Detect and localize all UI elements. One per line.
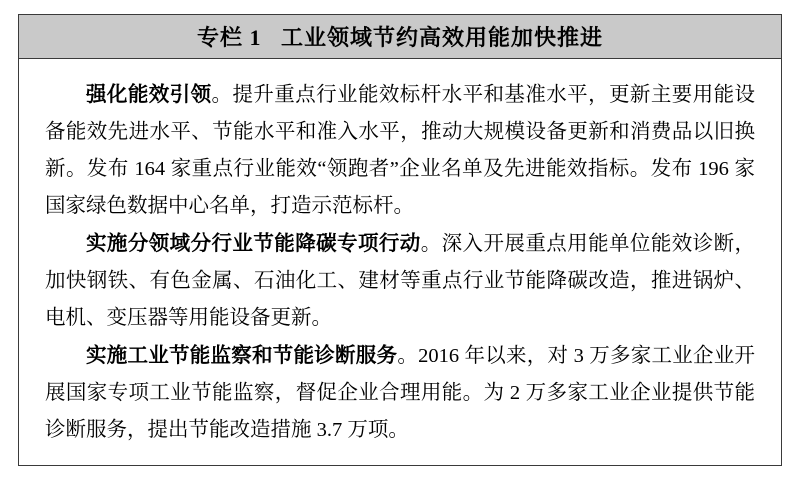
callout-box-header (19, 15, 781, 59)
paragraph (45, 226, 755, 337)
paragraph-lead: 实施分领域分行业节能降碳专项行动 (86, 233, 421, 255)
paragraph-lead: 强化能效引领 (86, 84, 212, 106)
paragraph-text: 。深入开展重点用能单位能效诊断，加快钢铁、有色金属、石油化工、建材等重点行业节能降碳改造，推进锅炉、电机、变压器等用能设备更新。 (45, 233, 756, 329)
paragraph-lead: 实施工业节能监察和节能诊断服务 (86, 345, 398, 367)
callout-box (18, 14, 782, 466)
paragraph-text: 。2016 年以来，对 3 万多家工业企业开展国家专项工业节能监察，督促企业合理用能。为 2 万多家工业企业提供节能诊断服务，提出节能改造措施 3.7 万项。 (45, 345, 756, 441)
callout-box-title: 专栏 1 工业领域节约高效用能加快推进 (196, 25, 603, 50)
paragraph (45, 77, 755, 225)
paragraph-text: 。提升重点行业能效标杆水平和基准水平，更新主要用能设备能效先进水平、节能水平和准入水平，推动大规模设备更新和消费品以旧换新。发布 164 家重点行业能效“领跑者”企业名单及先进能效指标。发布 196 家国家绿色数据中心名单，打造示范标杆。 (45, 84, 756, 217)
callout-box-body (19, 59, 781, 460)
paragraph (45, 338, 755, 449)
